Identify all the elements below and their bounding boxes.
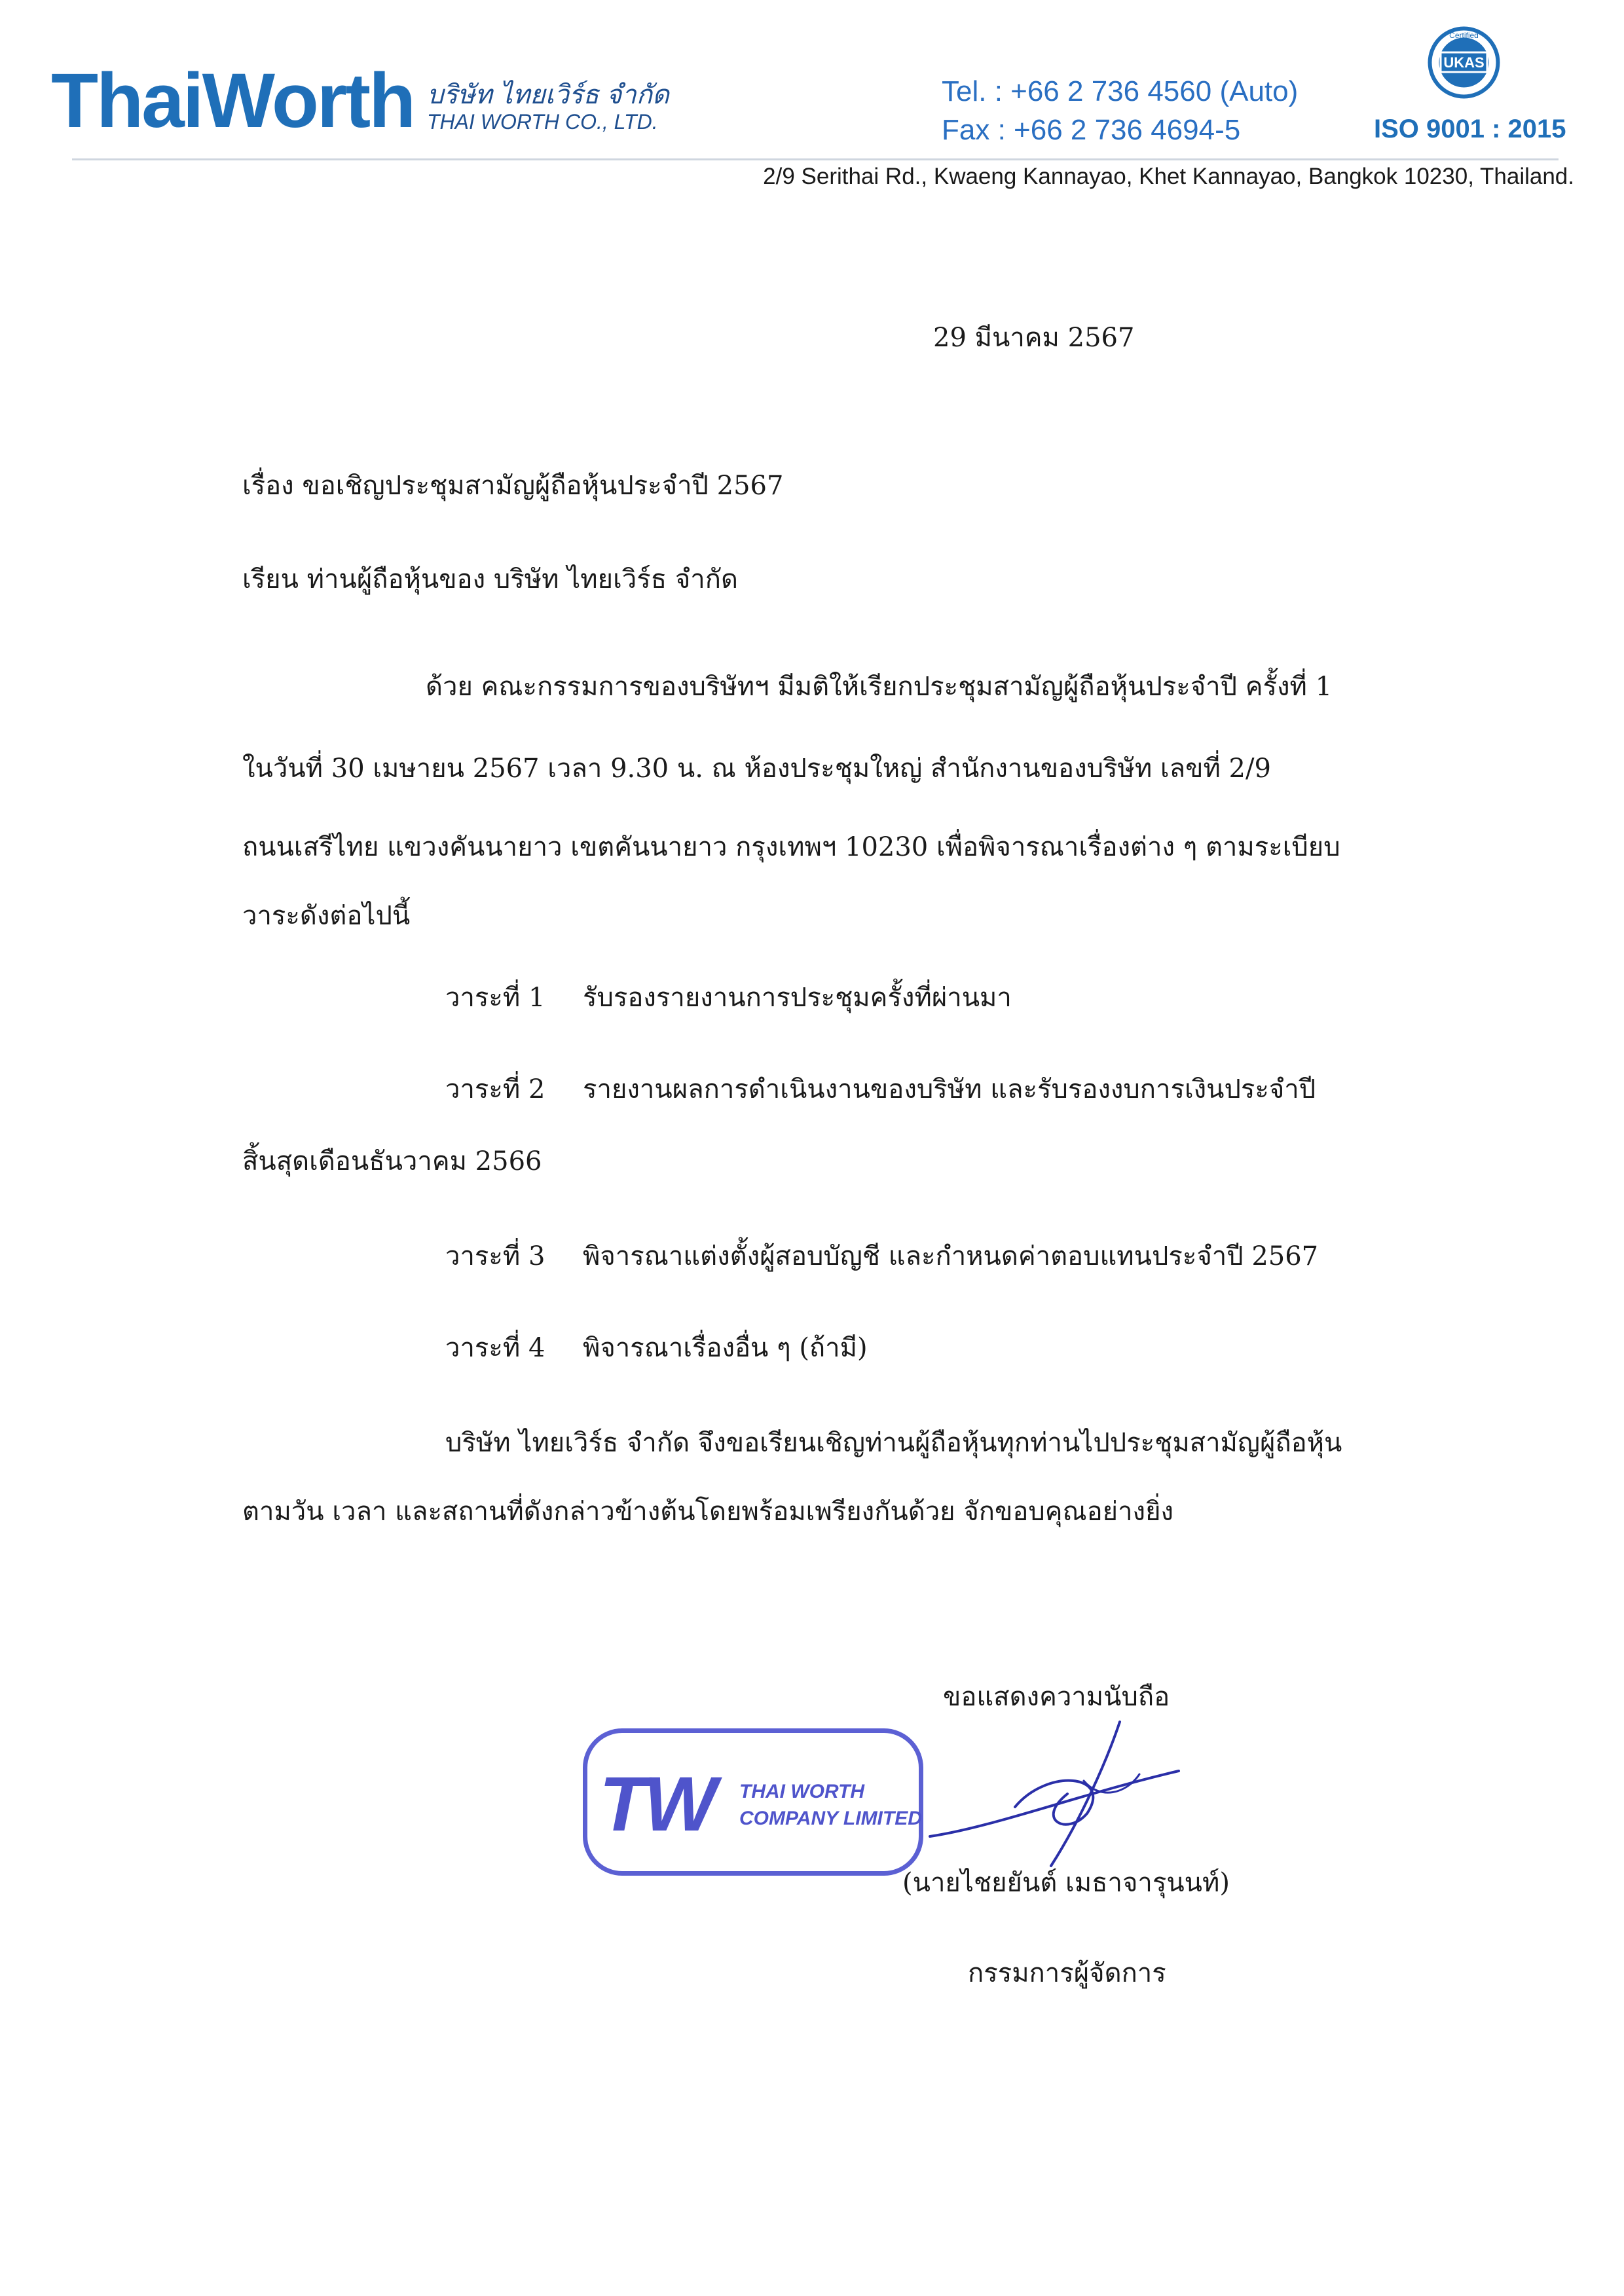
- agenda-text: พิจารณาเรื่องอื่น ๆ (ถ้ามี): [583, 1333, 868, 1363]
- stamp-company-name: [739, 1779, 922, 1832]
- agenda-text: รายงานผลการดำเนินงานของบริษัท และรับรองงบการเงินประจำปี: [583, 1074, 1316, 1104]
- closing-line: ตามวัน เวลา และสถานที่ดังกล่าวข้างต้นโดยพร้อมเพรียงกันด้วย จักขอบคุณอย่างยิ่ง: [242, 1497, 1174, 1527]
- stamp-mark: TW: [599, 1761, 714, 1848]
- logo-text-worth: Worth: [202, 58, 415, 144]
- stamp-line-2: COMPANY LIMITED: [739, 1807, 922, 1829]
- fax-number: Fax : +66 2 736 4694-5: [942, 114, 1241, 147]
- agenda-item-3: [445, 1241, 1318, 1272]
- agenda-number: วาระที่ 2: [445, 1074, 545, 1104]
- regards: ขอแสดงความนับถือ: [943, 1682, 1170, 1712]
- logo-text-thai: Thai: [51, 58, 202, 144]
- iso-certification: ISO 9001 : 2015: [1374, 115, 1566, 143]
- svg-text:UKAS: UKAS: [1443, 54, 1485, 71]
- company-address: 2/9 Serithai Rd., Kwaeng Kannayao, Khet Kannayao, Bangkok 10230, Thailand.: [763, 164, 1574, 189]
- agenda-item-2: [445, 1074, 1316, 1105]
- company-stamp: [583, 1728, 923, 1876]
- signer-name: (นายไชยยันต์ เมธาจารุนนท์): [902, 1868, 1230, 1898]
- agenda-text: รับรองรายงานการประชุมครั้งที่ผ่านมา: [583, 983, 1012, 1013]
- letter-subject: เรื่อง ขอเชิญประชุมสามัญผู้ถือหุ้นประจำปี 2567: [242, 471, 784, 501]
- letter-salutation: เรียน ท่านผู้ถือหุ้นของ บริษัท ไทยเวิร์ธ จำกัด: [242, 564, 738, 594]
- certification-badge-icon: [1426, 25, 1502, 100]
- company-name-english: THAI WORTH CO., LTD.: [427, 110, 658, 134]
- contact-block: [942, 72, 1298, 150]
- agenda-text: พิจารณาแต่งตั้งผู้สอบบัญชี และกำหนดค่าตอบแทนประจำปี 2567: [583, 1241, 1319, 1271]
- header-divider: [72, 158, 1559, 160]
- paragraph-line: วาระดังต่อไปนี้: [242, 901, 411, 931]
- agenda-number: วาระที่ 3: [445, 1241, 545, 1271]
- company-name-thai: บริษัท ไทยเวิร์ธ จำกัด: [427, 81, 669, 109]
- agenda-item-2-continuation: สิ้นสุดเดือนธันวาคม 2566: [242, 1146, 542, 1176]
- paragraph-line: ด้วย คณะกรรมการของบริษัทฯ มีมติให้เรียกประชุมสามัญผู้ถือหุ้นประจำปี ครั้งที่ 1: [426, 672, 1333, 702]
- company-logo: [51, 58, 415, 144]
- signer-position: กรรมการผู้จัดการ: [968, 1958, 1166, 1988]
- company-name-block: [427, 80, 669, 134]
- agenda-number: วาระที่ 1: [445, 983, 545, 1013]
- paragraph-line: ในวันที่ 30 เมษายน 2567 เวลา 9.30 น. ณ ห้องประชุมใหญ่ สำนักงานของบริษัท เลขที่ 2/9: [242, 754, 1271, 784]
- closing-line: บริษัท ไทยเวิร์ธ จำกัด จึงขอเรียนเชิญท่านผู้ถือหุ้นทุกท่านไปประชุมสามัญผู้ถือหุ้น: [445, 1428, 1342, 1458]
- telephone-number: Tel. : +66 2 736 4560 (Auto): [942, 75, 1299, 107]
- paragraph-line: ถนนเสรีไทย แขวงคันนายาว เขตคันนายาว กรุงเทพฯ 10230 เพื่อพิจารณาเรื่องต่าง ๆ ตามระเบียบ: [242, 832, 1340, 862]
- agenda-number: วาระที่ 4: [445, 1333, 545, 1363]
- letter-date: 29 มีนาคม 2567: [933, 323, 1135, 353]
- handwritten-signature: [917, 1696, 1218, 1892]
- agenda-item-1: [445, 982, 1012, 1013]
- agenda-item-4: [445, 1332, 868, 1364]
- stamp-line-1: THAI WORTH: [739, 1781, 865, 1802]
- badge-label: Certified: [1449, 31, 1479, 40]
